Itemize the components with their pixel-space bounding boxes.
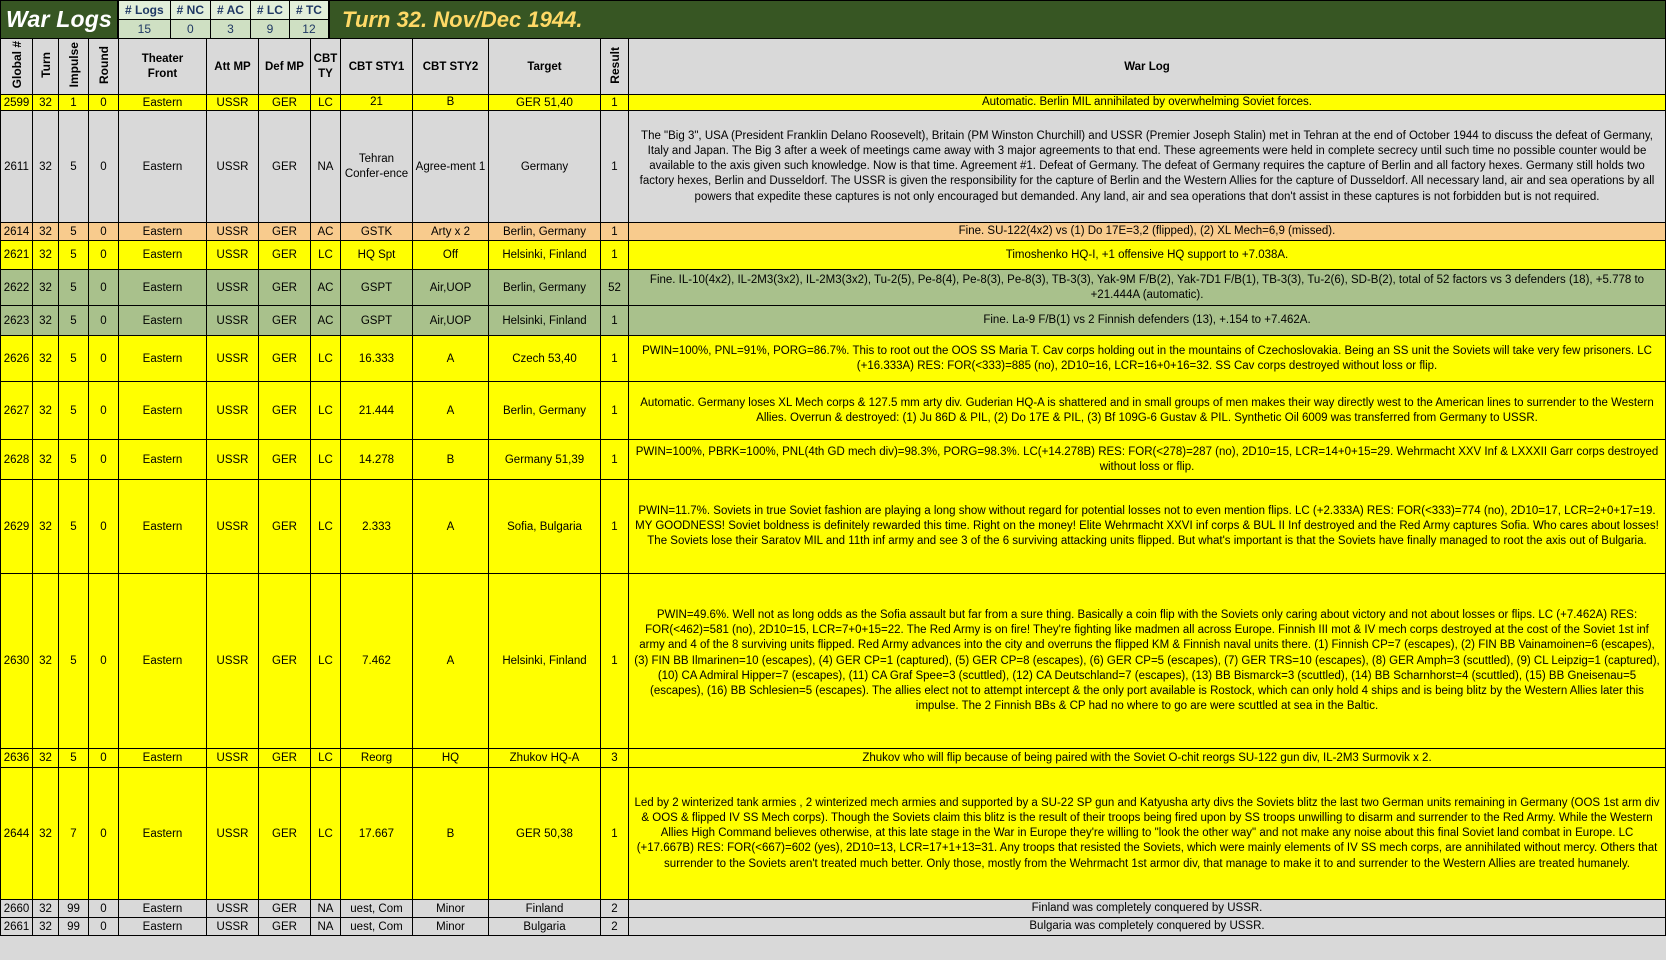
table-header (1, 39, 1666, 95)
cell-front: Eastern (119, 223, 207, 241)
cell-front: Eastern (119, 918, 207, 936)
cell-impulse: 5 (59, 241, 89, 270)
column-header-front-label: Front (147, 67, 178, 80)
cell-att-mp: USSR (207, 241, 259, 270)
cell-global: 2614 (1, 223, 33, 241)
cell-cbt-sty2: Minor (413, 918, 489, 936)
cell-cbt-sty2: A (413, 336, 489, 382)
cell-round: 0 (89, 241, 119, 270)
counter-lc-value: 9 (251, 20, 289, 38)
cell-war-log: Fine. SU-122(4x2) vs (1) Do 17E=3,2 (flipped), (2) XL Mech=6,9 (missed). (629, 223, 1666, 241)
counter-logs-label: # Logs (119, 1, 170, 20)
cell-global: 2630 (1, 574, 33, 749)
cell-global: 2644 (1, 768, 33, 900)
cell-cbt-sty1: 17.667 (341, 768, 413, 900)
cell-cbt-sty1: 21 (341, 95, 413, 111)
cell-front: Eastern (119, 574, 207, 749)
cell-result: 1 (601, 95, 629, 111)
cell-cbt-sty1: uest, Com (341, 900, 413, 918)
table-row[interactable] (1, 480, 1666, 574)
column-header-global[interactable] (1, 39, 33, 95)
cell-result: 1 (601, 223, 629, 241)
cell-att-mp: USSR (207, 306, 259, 336)
cell-cbt-sty1: Tehran Confer-ence (341, 111, 413, 223)
cell-round: 0 (89, 749, 119, 768)
counter-lc-label: # LC (251, 1, 289, 20)
cell-cbt-sty1: 7.462 (341, 574, 413, 749)
cell-turn: 32 (33, 336, 59, 382)
table-row[interactable] (1, 768, 1666, 900)
cell-war-log: PWIN=49.6%. Well not as long odds as the Sofia assault but far from a sure thing. Basically a coin flip with the Soviets only caring about victory and not about losses or flips. LC (+7.462A) RES: FOR(<462)=581 (no), 2D10=15, LCR=7+0+15=22. The Red Army is on fire! They're fighting like madmen all across Europe. Finnish III mot & IV mech corps destroyed at the cost of the Soviet 1st inf army and 4 of the 8 surviving units flipped. Red Army advances into the city and overruns the flipped KM & Finnish naval units there. (1) Finnish CP=7 (escapes), (2) FIN BB Vainamoinen=6 (escapes), (3) FIN BB Ilmarinen=10 (escapes), (4) GER CP=1 (captured), (5) GER CP=8 (escapes), (6) GER CP=5 (escapes), (7) GER TRS=10 (escapes), (8) GER Amph=3 (scuttled), (9) CL Leipzig=1 (captured), (10) CA Admiral Hipper=7 (escapes), (11) CA Graf Spee=3 (scuttled), (12) CA Deutschland=7 (escapes), (13) BB Bismarck=3 (scuttled), (14) BB Scharnhorst=4 (scuttled), (15) BB Gneisenau=5 (escapes), (16) BB Schlesien=5 (escapes). The allies elect not to attempt intercept & the only port available is Rostock, which can only hold 4 ships and is being blitz by the Western Allies later this impulse. The 2 Finnish BBs & CP had no where to go are were scuttled at sea in the Baltic. (629, 574, 1666, 749)
cell-impulse: 5 (59, 749, 89, 768)
cell-att-mp: USSR (207, 382, 259, 440)
cell-cbt-ty: LC (311, 440, 341, 480)
cell-global: 2626 (1, 336, 33, 382)
column-header-cbt-sty1[interactable]: CBT STY1 (341, 39, 413, 95)
title-bar (0, 0, 1666, 38)
cell-global: 2621 (1, 241, 33, 270)
cell-round: 0 (89, 918, 119, 936)
column-header-turn-label: Turn (38, 52, 53, 78)
counter-nc (171, 1, 211, 38)
cell-def-mp: GER (259, 270, 311, 306)
cell-war-log: Bulgaria was completely conquered by USSR. (629, 918, 1666, 936)
cell-att-mp: USSR (207, 574, 259, 749)
cell-cbt-sty2: Air,UOP (413, 270, 489, 306)
cell-cbt-sty1: Reorg (341, 749, 413, 768)
cell-att-mp: USSR (207, 918, 259, 936)
cell-war-log: PWIN=100%, PNL=91%, PORG=86.7%. This to root out the OOS SS Maria T. Cav corps holding out in the mountains of Czechoslovakia. Being an SS unit the Soviets will take very few prisoners. LC (+16.333A) RES: FOR(<333)=885 (no), 2D10=16, LCR=16+0+16=32. SS Cav corps destroyed without loss or flip. (629, 336, 1666, 382)
cell-turn: 32 (33, 241, 59, 270)
cell-impulse: 5 (59, 440, 89, 480)
cell-front: Eastern (119, 382, 207, 440)
counter-logs-value: 15 (119, 20, 170, 38)
cell-cbt-sty2: Off (413, 241, 489, 270)
cell-target: Germany 51,39 (489, 440, 601, 480)
cell-cbt-ty: LC (311, 480, 341, 574)
cell-cbt-ty: LC (311, 95, 341, 111)
cell-turn: 32 (33, 749, 59, 768)
cell-impulse: 5 (59, 574, 89, 749)
cell-round: 0 (89, 574, 119, 749)
cell-target: Helsinki, Finland (489, 574, 601, 749)
cell-target: Sofia, Bulgaria (489, 480, 601, 574)
cell-cbt-ty: NA (311, 900, 341, 918)
cell-war-log: Finland was completely conquered by USSR. (629, 900, 1666, 918)
cell-target: Helsinki, Finland (489, 306, 601, 336)
cell-turn: 32 (33, 306, 59, 336)
column-header-cbt-ty[interactable] (311, 39, 341, 95)
cell-round: 0 (89, 382, 119, 440)
cell-def-mp: GER (259, 336, 311, 382)
counter-lc (251, 1, 290, 38)
cell-round: 0 (89, 306, 119, 336)
cell-cbt-ty: NA (311, 918, 341, 936)
page-title: War Logs (6, 6, 112, 32)
cell-round: 0 (89, 95, 119, 111)
table-body (1, 95, 1666, 936)
cell-cbt-ty: LC (311, 241, 341, 270)
cell-def-mp: GER (259, 111, 311, 223)
cell-def-mp: GER (259, 900, 311, 918)
cell-cbt-sty2: B (413, 440, 489, 480)
cell-def-mp: GER (259, 306, 311, 336)
cell-impulse: 5 (59, 306, 89, 336)
counter-tc (290, 1, 328, 38)
cell-front: Eastern (119, 768, 207, 900)
cell-def-mp: GER (259, 223, 311, 241)
cell-target: GER 51,40 (489, 95, 601, 111)
table-row[interactable] (1, 306, 1666, 336)
cell-turn: 32 (33, 900, 59, 918)
cell-target: Finland (489, 900, 601, 918)
cell-target: Germany (489, 111, 601, 223)
cell-war-log: Automatic. Germany loses XL Mech corps & 127.5 mm arty div. Guderian HQ-A is shattered and in small groups of men makes their way directly west to the American lines to surrender to the Western Allies. Overrun & destroyed: (1) Ju 86D & PIL, (2) Do 17E & PIL, (3) Bf 109G-6 Gustav & PIL. Synthetic Oil 6009 was transferred from Germany to USSR. (629, 382, 1666, 440)
turn-label: Turn 32. Nov/Dec 1944. (341, 6, 583, 32)
column-header-cbt-label: CBT (313, 53, 338, 66)
cell-round: 0 (89, 111, 119, 223)
cell-impulse: 5 (59, 382, 89, 440)
cell-result: 1 (601, 768, 629, 900)
cell-att-mp: USSR (207, 95, 259, 111)
table-row[interactable] (1, 382, 1666, 440)
cell-cbt-ty: LC (311, 768, 341, 900)
cell-front: Eastern (119, 480, 207, 574)
cell-result: 1 (601, 241, 629, 270)
cell-def-mp: GER (259, 749, 311, 768)
cell-cbt-sty1: 16.333 (341, 336, 413, 382)
cell-global: 2611 (1, 111, 33, 223)
column-header-theater-front[interactable] (119, 39, 207, 95)
cell-target: Zhukov HQ-A (489, 749, 601, 768)
cell-result: 1 (601, 111, 629, 223)
cell-impulse: 5 (59, 336, 89, 382)
cell-def-mp: GER (259, 382, 311, 440)
column-header-impulse-label: Impulse (66, 42, 81, 88)
column-header-theater-label: Theater (141, 53, 184, 66)
cell-cbt-sty2: Air,UOP (413, 306, 489, 336)
cell-round: 0 (89, 900, 119, 918)
war-logs-table (0, 38, 1666, 936)
cell-front: Eastern (119, 111, 207, 223)
cell-front: Eastern (119, 749, 207, 768)
table-row[interactable] (1, 574, 1666, 749)
column-header-turn[interactable] (33, 39, 59, 95)
cell-cbt-ty: LC (311, 574, 341, 749)
cell-cbt-sty1: GSPT (341, 270, 413, 306)
cell-global: 2661 (1, 918, 33, 936)
table-row[interactable] (1, 918, 1666, 936)
cell-def-mp: GER (259, 574, 311, 749)
cell-cbt-ty: LC (311, 336, 341, 382)
cell-cbt-sty2: Minor (413, 900, 489, 918)
counter-tc-value: 12 (290, 20, 328, 38)
cell-round: 0 (89, 480, 119, 574)
cell-front: Eastern (119, 900, 207, 918)
cell-global: 2660 (1, 900, 33, 918)
cell-cbt-sty2: A (413, 574, 489, 749)
cell-cbt-ty: LC (311, 382, 341, 440)
cell-result: 3 (601, 749, 629, 768)
cell-global: 2623 (1, 306, 33, 336)
cell-cbt-sty2: HQ (413, 749, 489, 768)
cell-turn: 32 (33, 440, 59, 480)
cell-att-mp: USSR (207, 900, 259, 918)
cell-impulse: 99 (59, 918, 89, 936)
cell-front: Eastern (119, 270, 207, 306)
counter-ac-label: # AC (211, 1, 250, 20)
counter-tc-label: # TC (290, 1, 328, 20)
cell-front: Eastern (119, 241, 207, 270)
cell-impulse: 7 (59, 768, 89, 900)
cell-war-log: The "Big 3", USA (President Franklin Delano Roosevelt), Britain (PM Winston Churchill) and USSR (Premier Joseph Stalin) met in Tehran at the end of October 1944 to discuss the defeat of Germany, Italy and Japan. The Big 3 after a week of meetings came away with 3 major agreements to that end. These agreements were held in complete secrecy until such time no possible counter would be available to the axis given such knowledge. Now is that time. Agreement #1. Defeat of Germany. The defeat of Germany requires the capture of Berlin and all factory hexes. Germany still holds two factory hexes, Berlin and Dusseldorf. The USSR is given the responsibility for the capture of Berlin and the Western Allies for the capture of Dusseldorf. All necessary land, air and sea operations by all powers that expedite these captures is not only encouraged but demanded. Any land, air and sea operations that don't assist in these captures is not forbidden but is not required. (629, 111, 1666, 223)
cell-war-log: Timoshenko HQ-I, +1 offensive HQ support to +7.038A. (629, 241, 1666, 270)
cell-front: Eastern (119, 336, 207, 382)
cell-war-log: Fine. La-9 F/B(1) vs 2 Finnish defenders (13), +.154 to +7.462A. (629, 306, 1666, 336)
table-row[interactable] (1, 111, 1666, 223)
cell-round: 0 (89, 270, 119, 306)
cell-turn: 32 (33, 111, 59, 223)
table-row[interactable] (1, 900, 1666, 918)
cell-att-mp: USSR (207, 749, 259, 768)
cell-cbt-sty1: GSTK (341, 223, 413, 241)
cell-target: Bulgaria (489, 918, 601, 936)
cell-target: Berlin, Germany (489, 382, 601, 440)
cell-def-mp: GER (259, 480, 311, 574)
counter-ac (211, 1, 251, 38)
cell-cbt-ty: AC (311, 223, 341, 241)
cell-cbt-sty1: 14.278 (341, 440, 413, 480)
cell-cbt-sty1: GSPT (341, 306, 413, 336)
cell-war-log: Fine. IL-10(4x2), IL-2M3(3x2), IL-2M3(3x2), Tu-2(5), Pe-8(4), Pe-8(3), Pe-8(3), TB-3(3), Yak-9M F/B(2), Yak-7D1 F/B(1), TB-3(3), Tu-2(6), SD-B(2), total of 52 factors vs 3 defenders (18), +5.778 to +21.444A (automatic). (629, 270, 1666, 306)
column-header-round-label: Round (96, 46, 111, 84)
cell-target: GER 50,38 (489, 768, 601, 900)
cell-global: 2627 (1, 382, 33, 440)
cell-turn: 32 (33, 574, 59, 749)
cell-att-mp: USSR (207, 270, 259, 306)
cell-att-mp: USSR (207, 768, 259, 900)
cell-result: 2 (601, 900, 629, 918)
cell-target: Czech 53,40 (489, 336, 601, 382)
cell-war-log: PWIN=100%, PBRK=100%, PNL(4th GD mech div)=98.3%, PORG=98.3%. LC(+14.278B) RES: FOR(<278)=287 (no), 2D10=15, LCR=14+0+15=29. Wehrmacht XXV Inf & LXXXII Garr corps destroyed without loss or flip. (629, 440, 1666, 480)
cell-target: Berlin, Germany (489, 223, 601, 241)
cell-att-mp: USSR (207, 440, 259, 480)
table-row[interactable] (1, 336, 1666, 382)
cell-def-mp: GER (259, 768, 311, 900)
cell-front: Eastern (119, 306, 207, 336)
cell-cbt-sty2: B (413, 95, 489, 111)
cell-cbt-ty: LC (311, 749, 341, 768)
cell-att-mp: USSR (207, 480, 259, 574)
cell-def-mp: GER (259, 95, 311, 111)
column-header-ty-label: TY (318, 67, 333, 80)
cell-round: 0 (89, 768, 119, 900)
cell-turn: 32 (33, 382, 59, 440)
table-row[interactable] (1, 223, 1666, 241)
table-row[interactable] (1, 749, 1666, 768)
cell-target: Helsinki, Finland (489, 241, 601, 270)
cell-att-mp: USSR (207, 111, 259, 223)
cell-result: 52 (601, 270, 629, 306)
cell-result: 1 (601, 382, 629, 440)
cell-cbt-sty1: uest, Com (341, 918, 413, 936)
cell-cbt-ty: AC (311, 270, 341, 306)
cell-result: 1 (601, 480, 629, 574)
cell-round: 0 (89, 440, 119, 480)
cell-cbt-sty1: 2.333 (341, 480, 413, 574)
cell-cbt-sty2: Agree-ment 1 (413, 111, 489, 223)
column-header-result-label: Result (607, 46, 622, 84)
cell-cbt-ty: NA (311, 111, 341, 223)
cell-cbt-sty2: Arty x 2 (413, 223, 489, 241)
header-row (1, 39, 1666, 95)
column-header-impulse[interactable] (59, 39, 89, 95)
cell-turn: 32 (33, 270, 59, 306)
cell-front: Eastern (119, 95, 207, 111)
cell-cbt-sty2: A (413, 382, 489, 440)
cell-global: 2622 (1, 270, 33, 306)
table-row[interactable] (1, 270, 1666, 306)
cell-result: 1 (601, 336, 629, 382)
column-header-def-mp[interactable]: Def MP (259, 39, 311, 95)
counter-logs (119, 1, 171, 38)
cell-impulse: 5 (59, 111, 89, 223)
table-row[interactable] (1, 95, 1666, 111)
cell-impulse: 99 (59, 900, 89, 918)
counter-nc-label: # NC (171, 1, 210, 20)
counter-ac-value: 3 (211, 20, 250, 38)
cell-impulse: 5 (59, 223, 89, 241)
cell-global: 2636 (1, 749, 33, 768)
cell-def-mp: GER (259, 440, 311, 480)
column-header-result[interactable] (601, 39, 629, 95)
column-header-cbt-sty2[interactable]: CBT STY2 (413, 39, 489, 95)
table-row[interactable] (1, 440, 1666, 480)
cell-turn: 32 (33, 768, 59, 900)
counter-strip (117, 1, 330, 38)
cell-att-mp: USSR (207, 336, 259, 382)
cell-att-mp: USSR (207, 223, 259, 241)
column-header-target[interactable]: Target (489, 39, 601, 95)
cell-result: 2 (601, 918, 629, 936)
column-header-war-log[interactable]: War Log (629, 39, 1666, 95)
cell-cbt-sty1: 21.444 (341, 382, 413, 440)
cell-impulse: 5 (59, 480, 89, 574)
cell-def-mp: GER (259, 241, 311, 270)
cell-turn: 32 (33, 223, 59, 241)
cell-turn: 32 (33, 480, 59, 574)
cell-global: 2599 (1, 95, 33, 111)
table-row[interactable] (1, 241, 1666, 270)
cell-front: Eastern (119, 440, 207, 480)
column-header-round[interactable] (89, 39, 119, 95)
cell-result: 1 (601, 440, 629, 480)
cell-cbt-sty2: A (413, 480, 489, 574)
cell-def-mp: GER (259, 918, 311, 936)
cell-round: 0 (89, 336, 119, 382)
cell-impulse: 1 (59, 95, 89, 111)
cell-cbt-sty1: HQ Spt (341, 241, 413, 270)
cell-war-log: Zhukov who will flip because of being paired with the Soviet O-chit reorgs SU-122 gun div, IL-2M3 Surmovik x 2. (629, 749, 1666, 768)
cell-result: 1 (601, 306, 629, 336)
cell-result: 1 (601, 574, 629, 749)
column-header-global-label: Global # (9, 41, 24, 89)
cell-cbt-sty2: B (413, 768, 489, 900)
cell-turn: 32 (33, 95, 59, 111)
cell-target: Berlin, Germany (489, 270, 601, 306)
counter-nc-value: 0 (171, 20, 210, 38)
cell-war-log: PWIN=11.7%. Soviets in true Soviet fashion are playing a long show without regard for potential losses not to even mention flips. LC (+2.333A) RES: FOR(<333)=774 (no), 2D10=17, LCR=2+0+17=19. MY GOODNESS! Soviet boldness is definitely rewarded this time. Right on the money! Elite Wehrmacht XXVI inf corps & BUL II Inf destroyed and the Red Army captures Sofia. Who cares about losses! The Soviets lose their Saratov MIL and 11th inf army and see 3 of the 6 surviving attacking units flipped. But what's important is that the Soviets have finally managed to root the axis out of Bulgaria. (629, 480, 1666, 574)
cell-impulse: 5 (59, 270, 89, 306)
cell-global: 2629 (1, 480, 33, 574)
cell-global: 2628 (1, 440, 33, 480)
cell-turn: 32 (33, 918, 59, 936)
cell-round: 0 (89, 223, 119, 241)
cell-war-log: Automatic. Berlin MIL annihilated by overwhelming Soviet forces. (629, 95, 1666, 111)
cell-war-log: Led by 2 winterized tank armies , 2 winterized mech armies and supported by a SU-22 SP gun and Katyusha arty divs the Soviets blitz the last two German units remaining in Germany (OOS 1st arm div & OOS & flipped IV SS Mech corps). Though the Soviets claim this blitz is the result of their troops being fired upon by SS troops unwilling to disarm and surrender to the Red Army. While the Western Allies High Command believes otherwise, at this late stage in the War in Europe they're willing to "look the other way" and not make any noise about this final Soviet land combat in Europe. LC (+17.667B) RES: FOR(<667)=602 (yes), 2D10=13, LCR=17+1+13=31. Any troops that resisted the Soviets, which were mainly elements of IV SS mech corps, are annihilated without mercy. Others that surrender to the Soviets aren't treated much better. Only those, mostly from the Wehrmacht 1st armor div, that manage to make it to and surrender to the Western Allies are treated humanely. (629, 768, 1666, 900)
column-header-att-mp[interactable]: Att MP (207, 39, 259, 95)
cell-cbt-ty: AC (311, 306, 341, 336)
